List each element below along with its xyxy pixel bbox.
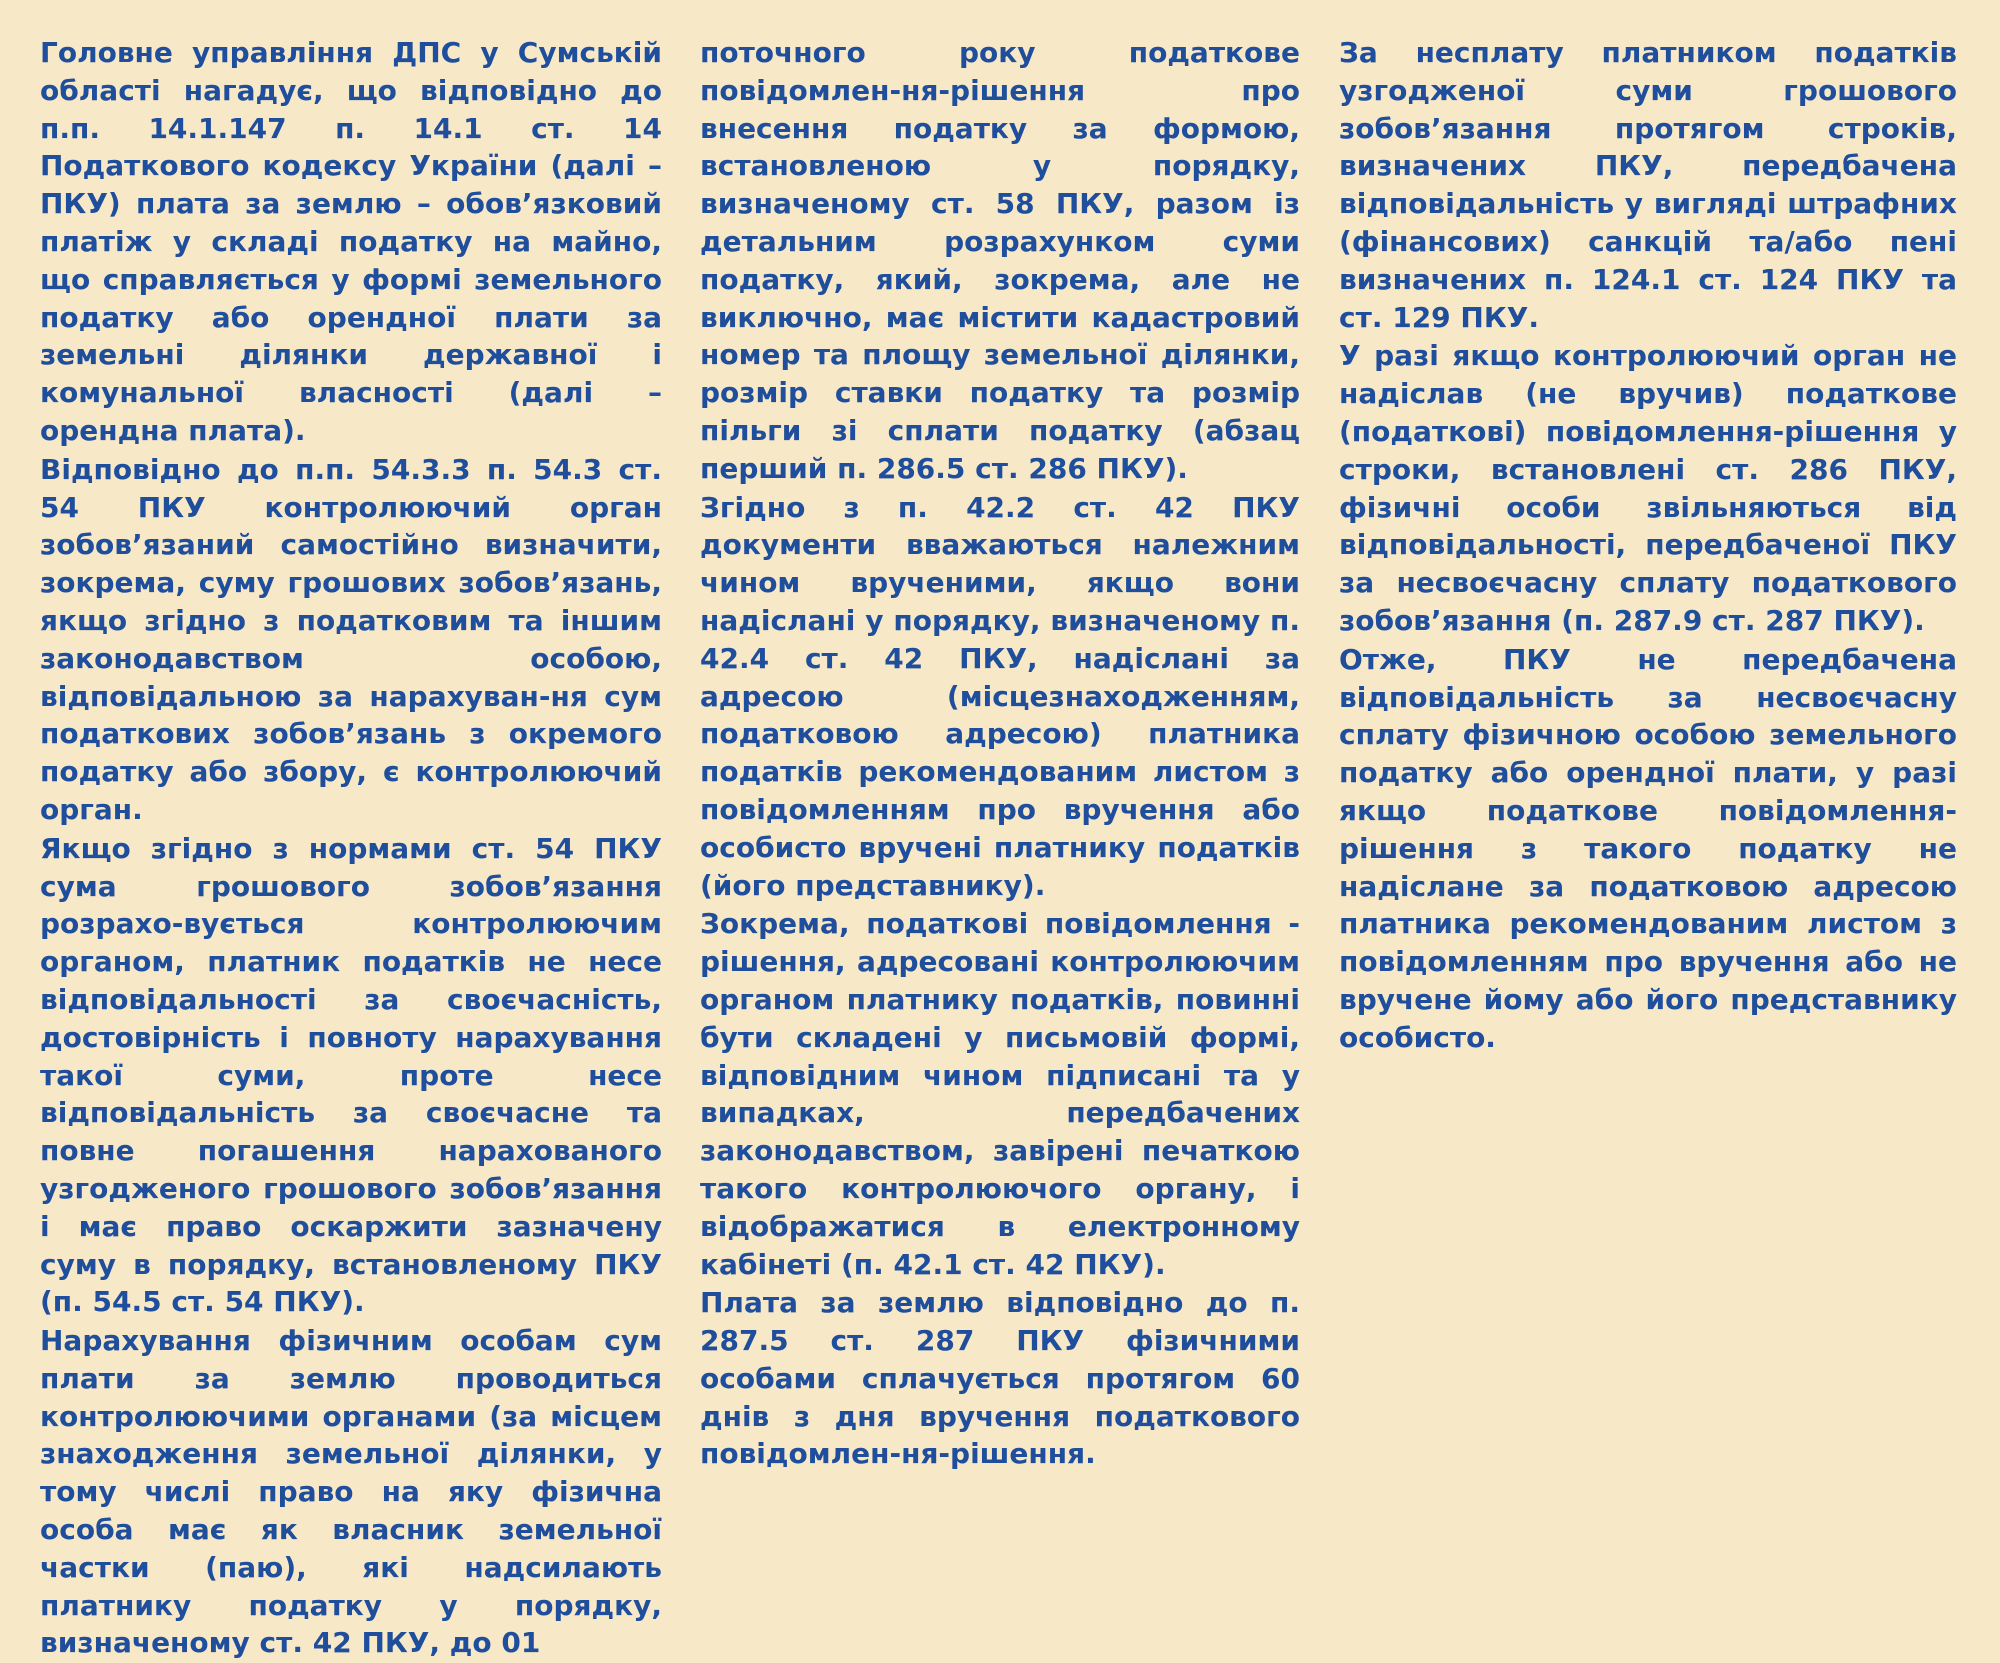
paragraph: Якщо згідно з нормами ст. 54 ПКУ сума грошового зобов’язання розрахо-вується контролюючим органом, платник податків не несе відповідальності за своєчасність, достовірність і повноту нарахування такої суми, проте несе відповідальність за своєчасне та повне погашення нарахованого узгодженого грошового зобов’язання і має право оскаржити зазначену суму в порядку, встановленому ПКУ (п. 54.5 ст. 54 ПКУ). <box>40 831 662 1319</box>
paragraph: Згідно з п. 42.2 ст. 42 ПКУ документи вважаються належним чином врученими, якщо вони надіслані у порядку, визначеному п. 42.4 ст. 42 ПКУ, надіслані за адресою (місцезнаходженням, податковою адресою) платника податків рекомендованим листом з повідомленням про вручення або особисто вручені платнику податків (його представнику). <box>700 490 1300 902</box>
paragraph: Нарахування фізичним особам сум плати за землю проводиться контролюючими органами (за місцем знаходження земельної ділянки, у тому числі право на яку фізична особа має як власник земельної частки (паю), які надсилають платнику податку у порядку, визначеному ст. 42 ПКУ, до 01 <box>40 1324 662 1660</box>
paragraph: Відповідно до п.п. 54.3.3 п. 54.3 ст. 54 ПКУ контролюючий орган зобов’язаний самостійно визначити, зокрема, суму грошових зобов’язань, якщо згідно з податковим та іншим законодавством особою, відповідальною за нарахуван-ня сум податкових зобов’язань з окремого податку або збору, є контролюючий орган. <box>40 452 662 826</box>
text-column-3 <box>1339 34 1957 1058</box>
paragraph: За несплату платником податків узгодженої суми грошового зобов’язання протягом строків, визначених ПКУ, передбачена відповідальність у вигляді штрафних (фінансових) санкцій та/або пені визначених п. 124.1 ст. 124 ПКУ та ст. 129 ПКУ. <box>1339 36 1957 334</box>
text-column-2 <box>700 34 1300 1474</box>
paragraph: поточного року податкове повідомлен-ня-рішення про внесення податку за формою, встановленою у порядку, визначеному ст. 58 ПКУ, разом із детальним розрахунком суми податку, який, зокрема, але не виключно, має містити кадастровий номер та площу земельної ділянки, розмір ставки податку та розмір пільги зі сплати податку (абзац перший п. 286.5 ст. 286 ПКУ). <box>700 36 1300 485</box>
paragraph: У разі якщо контролюючий орган не надіслав (не вручив) податкове (податкові) повідомлення-рішення у строки, встановлені ст. 286 ПКУ, фізичні особи звільняються від відповідальності, передбаченої ПКУ за несвоєчасну сплату податкового зобов’язання (п. 287.9 ст. 287 ПКУ). <box>1339 339 1957 637</box>
paragraph: Плата за землю відповідно до п. 287.5 ст. 287 ПКУ фізичними особами сплачується протягом 60 днів з дня вручення податкового повідомлен-ня-рішення. <box>700 1286 1300 1471</box>
paragraph: Отже, ПКУ не передбачена відповідальність за несвоєчасну сплату фізичною особою земельного податку або орендної плати, у разі якщо податкове повідомлення-рішення з такого податку не надіслане за податковою адресою платника рекомендованим листом з повідомленням про вручення або не вручене йому або його представнику особисто. <box>1339 642 1957 1054</box>
text-column-1 <box>40 34 662 1663</box>
paragraph: Зокрема, податкові повідомлення - рішення, адресовані контролюючим органом платнику податків, повинні бути складені у письмовій формі, відповідним чином підписані та у випадках, передбачених законодавством, завірені печаткою такого контролюючого органу, і відображатися в електронному кабінеті (п. 42.1 ст. 42 ПКУ). <box>700 907 1300 1281</box>
paragraph: Головне управління ДПС у Сумській області нагадує, що відповідно до п.п. 14.1.147 п. 14.1 ст. 14 Податкового кодексу України (далі – ПКУ) плата за землю – обов’язковий платіж у складі податку на майно, що справляється у формі земельного податку або орендної плати за земельні ділянки державної і комунальної власності (далі – орендна плата). <box>40 36 662 447</box>
